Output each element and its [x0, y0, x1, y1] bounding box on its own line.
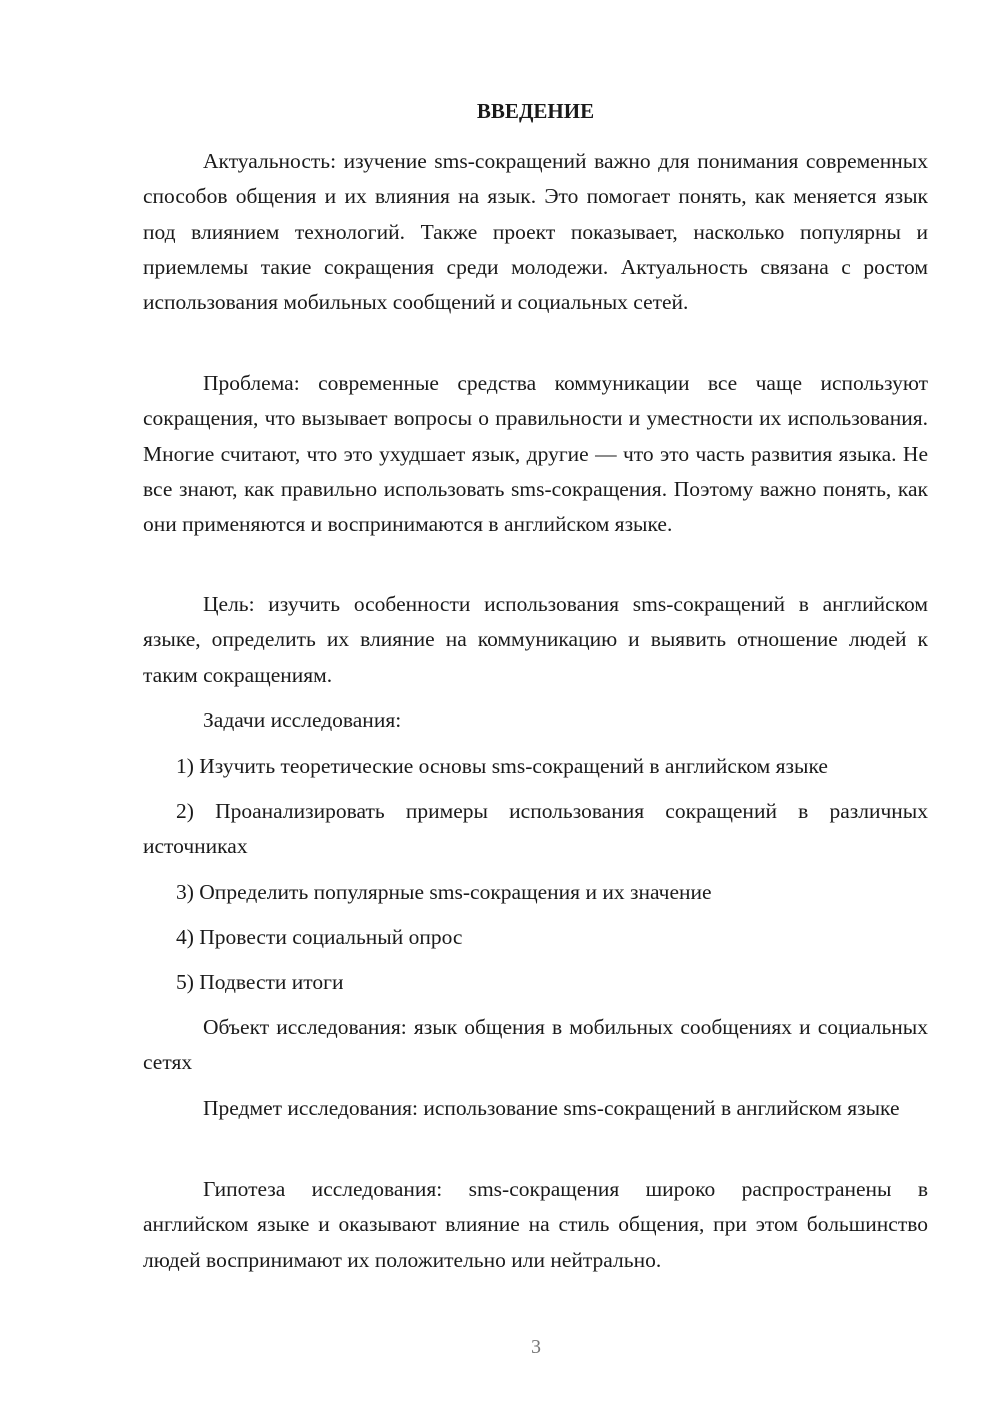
task-item-1: 1) Изучить теоретические основы sms-сокращений в английском языке — [176, 754, 828, 778]
task-item-5: 5) Подвести итоги — [176, 970, 344, 994]
object-paragraph: Объект исследования: язык общения в мобильных сообщениях и социальных сетях — [143, 1015, 928, 1075]
relevance-paragraph: Актуальность: изучение sms-сокращений важно для понимания современных способов общения и их влияния на язык. Это помогает понять, как меняется язык под влиянием технологий. Также проект показывает, насколько популярны и приемлемы такие сокращения среди молодежи. Актуальность связана с ростом использования мобильных сообщений и социальных сетей. — [143, 149, 928, 315]
hypothesis-paragraph: Гипотеза исследования: sms-сокращения широко распространены в английском языке и оказывают влияние на стиль общения, при этом большинство людей воспринимают их положительно или нейтрально. — [143, 1177, 928, 1272]
goal-paragraph: Цель: изучить особенности использования sms-сокращений в английском языке, определить их влияние на коммуникацию и выявить отношение людей к таким сокращениям. — [143, 592, 928, 687]
task-item-3: 3) Определить популярные sms-сокращения и их значение — [176, 880, 712, 904]
task-item-2: 2) Проанализировать примеры использования сокращений в различных источниках — [143, 799, 928, 859]
tasks-heading: Задачи исследования: — [203, 708, 402, 732]
page-number: 3 — [531, 1336, 541, 1358]
problem-paragraph: Проблема: современные средства коммуникации все чаще используют сокращения, что вызывает вопросы о правильности и уместности их использования. Многие считают, что это ухудшает язык, другие — что это часть развития языка. Не все знают, как правильно использовать sms-сокращения. Поэтому важно понять, как они применяются и воспринимаются в английском языке. — [143, 371, 928, 537]
page-title: ВВЕДЕНИЕ — [476, 99, 595, 123]
task-item-4: 4) Провести социальный опрос — [176, 925, 463, 949]
subject-paragraph: Предмет исследования: использование sms-сокращений в английском языке — [203, 1096, 900, 1120]
